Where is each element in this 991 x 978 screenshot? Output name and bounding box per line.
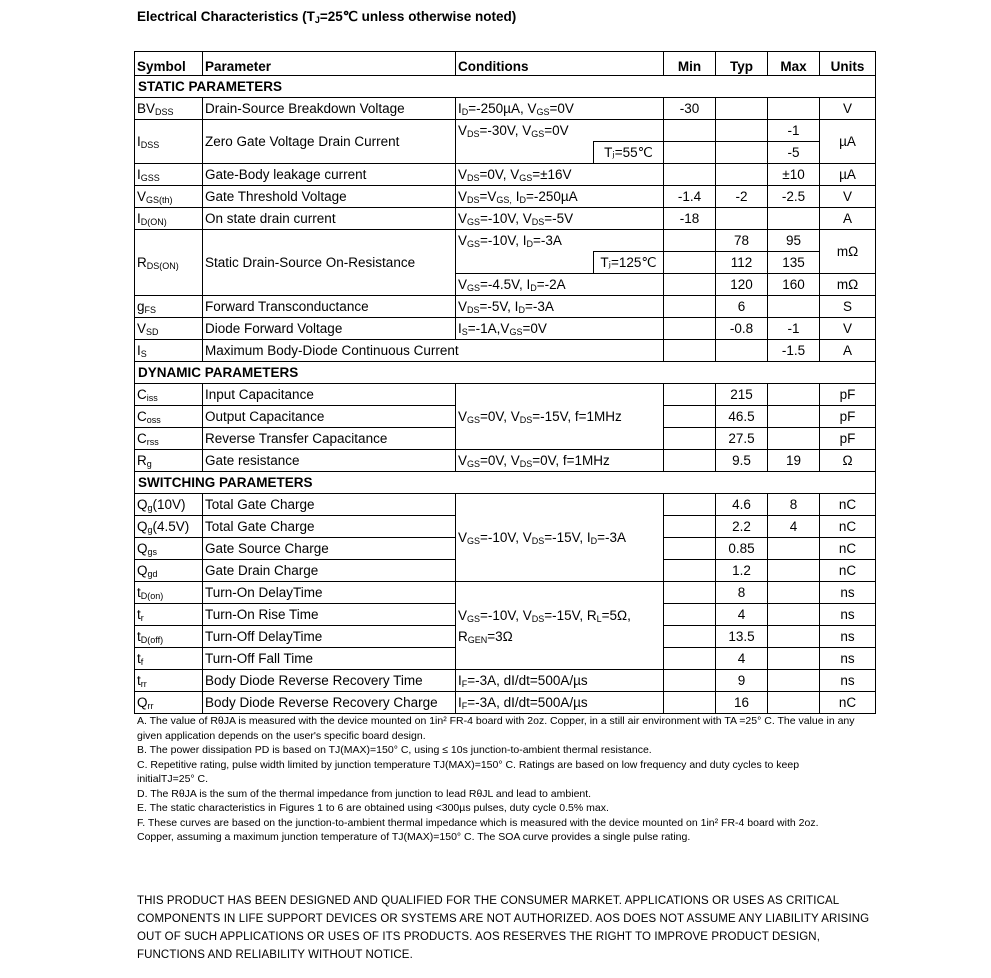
typ-cell [716,98,768,120]
units-cell: ns [820,604,876,626]
units-cell: A [820,208,876,230]
min-cell [664,516,716,538]
section-row-switching [135,472,876,494]
max-cell [768,692,820,714]
units-cell: nC [820,538,876,560]
typ-cell: 9 [716,670,768,692]
max-cell [768,560,820,582]
typ-cell: 6 [716,296,768,318]
typ-cell: 78 [716,230,768,252]
min-cell [664,340,716,362]
symbol-cell: $V_{GS(th)}$ [135,186,203,208]
min-cell [664,670,716,692]
units-cell: nC [820,560,876,582]
conditions-blank [456,252,594,274]
min-cell [664,164,716,186]
typ-cell: 1.2 [716,560,768,582]
min-cell [664,604,716,626]
min-cell: -1.4 [664,186,716,208]
table-row [135,98,876,120]
parameter-cell: Diode Forward Voltage [203,318,456,340]
typ-cell: 4 [716,648,768,670]
parameter-cell: Forward Transconductance [203,296,456,318]
units-cell: µA [820,164,876,186]
typ-cell: 120 [716,274,768,296]
units-cell: pF [820,406,876,428]
parameter-cell: Total Gate Charge [203,494,456,516]
parameter-cell: Turn-Off Fall Time [203,648,456,670]
units-cell: mΩ [820,230,876,274]
conditions-cell: $I_S=-1A,V_{GS}=0V$ [456,318,664,340]
table-row [135,450,876,472]
footnote: B. The power dissipation PD is based on TJ(MAX)=150° C, using ≤ 10s junction-to-ambient thermal resistance. [137,744,652,756]
units-cell: V [820,98,876,120]
parameter-cell: Input Capacitance [203,384,456,406]
conditions-cell: $V_{DS}=V_{GS,}$ $I_D=-250\mu A$ [456,186,664,208]
typ-cell: 112 [716,252,768,274]
min-cell [664,252,716,274]
max-cell: 4 [768,516,820,538]
symbol-cell: $Q_g(10V)$ [135,494,203,516]
header-units: Units [820,52,876,76]
parameter-cell: Turn-On DelayTime [203,582,456,604]
page-title: Electrical Characteristics ($T_J=25℃$ unless otherwise noted) [137,9,517,25]
typ-cell: -2 [716,186,768,208]
min-cell: -18 [664,208,716,230]
max-cell: 160 [768,274,820,296]
max-cell [768,626,820,648]
conditions-cell: $V_{DS}=0V$, $V_{GS}=\pm 16V$ [456,164,664,186]
electrical-characteristics-table [134,51,876,714]
max-cell [768,582,820,604]
conditions-cell: $I_D=-250\mu A$, $V_{GS}=0V$ [456,98,664,120]
typ-cell: 215 [716,384,768,406]
units-cell: S [820,296,876,318]
parameter-cell: Turn-On Rise Time [203,604,456,626]
max-cell: 135 [768,252,820,274]
units-cell: pF [820,384,876,406]
symbol-cell: $Q_{gs}$ [135,538,203,560]
min-cell [664,142,716,164]
symbol-cell: $V_{SD}$ [135,318,203,340]
section-dynamic-label: DYNAMIC PARAMETERS [135,362,876,384]
table-row [135,208,876,230]
typ-cell [716,142,768,164]
symbol-cell: $R_g$ [135,450,203,472]
section-row-static [135,76,876,98]
table-row [135,186,876,208]
min-cell [664,384,716,406]
symbol-cell: $Q_{gd}$ [135,560,203,582]
max-cell: -5 [768,142,820,164]
typ-cell: -0.8 [716,318,768,340]
conditions-tj-cell: Tⱼ=55℃ [594,142,664,164]
typ-cell [716,208,768,230]
table-row [135,230,876,252]
table-row [135,318,876,340]
typ-cell: 0.85 [716,538,768,560]
symbol-cell: $t_{rr}$ [135,670,203,692]
footnote: D. The RθJA is the sum of the thermal impedance from junction to lead RθJL and lead to ambient. [137,787,592,800]
disclaimer [137,892,877,964]
table-row [135,582,876,604]
max-cell [768,98,820,120]
section-static-label: STATIC PARAMETERS [135,76,876,98]
parameter-cell: Gate Source Charge [203,538,456,560]
conditions-cell: $I_F=-3A$, dI/dt=500A/µs [456,692,664,714]
symbol-cell: $C_{rss}$ [135,428,203,450]
footnote: A. The value of RθJA is measured with the device mounted on 1in² FR-4 board with 2oz. Copper, in a still air environment with TA =25° C. The value in any given application depends on the user's specific board design. [137,715,855,742]
symbol-cell: $g_{FS}$ [135,296,203,318]
units-cell: ns [820,648,876,670]
section-row-dynamic [135,362,876,384]
conditions-cell: $V_{GS}=0V$, $V_{DS}=-15V$, f=1MHz [456,384,664,450]
typ-cell [716,164,768,186]
min-cell [664,560,716,582]
header-symbol: Symbol [135,52,203,76]
max-cell: ±10 [768,164,820,186]
max-cell [768,406,820,428]
min-cell [664,648,716,670]
max-cell: -1.5 [768,340,820,362]
units-cell: ns [820,582,876,604]
parameter-cell: Total Gate Charge [203,516,456,538]
units-cell: nC [820,516,876,538]
section-switching-label: SWITCHING PARAMETERS [135,472,876,494]
conditions-cell: $V_{DS}=-30V$, $V_{GS}=0V$ [456,120,664,142]
conditions-cell: $V_{GS}=0V$, $V_{DS}=0V$, f=1MHz [456,450,664,472]
min-cell [664,450,716,472]
table-header-row [135,52,876,76]
footnote: F. These curves are based on the junction-to-ambient thermal impedance which is measured with the device mounted on 1in² FR-4 board with 2oz. Copper, assuming a maximum junction temperature of TJ(MAX)=150° C. The SOA curve provides a single pulse rating. [137,816,819,843]
header-typ: Typ [716,52,768,76]
max-cell: 8 [768,494,820,516]
parameter-cell: Maximum Body-Diode Continuous Current [203,340,664,362]
max-cell [768,604,820,626]
units-cell: ns [820,670,876,692]
min-cell [664,692,716,714]
symbol-cell: $I_{DSS}$ [135,120,203,164]
units-cell: pF [820,428,876,450]
symbol-cell: $Q_g(4.5V)$ [135,516,203,538]
max-cell: -1 [768,318,820,340]
min-cell [664,626,716,648]
units-cell: V [820,318,876,340]
max-cell: 95 [768,230,820,252]
symbol-cell: $C_{iss}$ [135,384,203,406]
conditions-cell: $V_{GS}=-10V$, $V_{DS}=-5V$ [456,208,664,230]
parameter-cell: Gate resistance [203,450,456,472]
parameter-cell: Output Capacitance [203,406,456,428]
footnote: E. The static characteristics in Figures 1 to 6 are obtained using <300µs pulses, duty cycle 0.5% max. [137,802,609,814]
typ-cell: 4 [716,604,768,626]
conditions-tj-cell: Tⱼ=125℃ [594,252,664,274]
min-cell: -30 [664,98,716,120]
parameter-cell: Gate Drain Charge [203,560,456,582]
max-cell: -2.5 [768,186,820,208]
conditions-cell: $V_{GS}=-10V$, $V_{DS}=-15V$, $R_L=5\Omega$, $R_{GEN}=3\Omega$ [456,582,664,670]
parameter-cell: Reverse Transfer Capacitance [203,428,456,450]
table-row [135,384,876,406]
units-cell: mΩ [820,274,876,296]
units-cell: A [820,340,876,362]
conditions-cell: $V_{GS}=-10V$, $V_{DS}=-15V$, $I_D=-3A$ [456,494,664,582]
typ-cell: 13.5 [716,626,768,648]
units-cell: ns [820,626,876,648]
units-cell: nC [820,494,876,516]
symbol-cell: $I_S$ [135,340,203,362]
min-cell [664,428,716,450]
disclaimer-line: THIS PRODUCT HAS BEEN DESIGNED AND QUALIFIED FOR THE CONSUMER MARKET. APPLICATIONS OR USES AS CRITICAL [137,895,840,907]
parameter-cell: Drain-Source Breakdown Voltage [203,98,456,120]
typ-cell [716,120,768,142]
max-cell [768,648,820,670]
header-parameter: Parameter [203,52,456,76]
disclaimer-line: OUT OF SUCH APPLICATIONS OR USES OF ITS PRODUCTS. AOS RESERVES THE RIGHT TO IMPROVE PRODUCT DESIGN, [137,931,820,943]
conditions-blank [456,142,594,164]
max-cell [768,428,820,450]
typ-cell: 16 [716,692,768,714]
symbol-cell: $BV_{DSS}$ [135,98,203,120]
table-row [135,692,876,714]
parameter-cell: Gate Threshold Voltage [203,186,456,208]
parameter-cell: Static Drain-Source On-Resistance [203,230,456,296]
typ-cell: 46.5 [716,406,768,428]
min-cell [664,230,716,252]
table-row [135,494,876,516]
symbol-cell: $I_{GSS}$ [135,164,203,186]
min-cell [664,406,716,428]
parameter-cell: On state drain current [203,208,456,230]
units-cell: nC [820,692,876,714]
header-min: Min [664,52,716,76]
min-cell [664,274,716,296]
disclaimer-line: FUNCTIONS AND RELIABILITY WITHOUT NOTICE. [137,949,413,961]
units-cell: Ω [820,450,876,472]
units-cell: µA [820,120,876,164]
symbol-cell: $t_f$ [135,648,203,670]
max-cell [768,384,820,406]
min-cell [664,318,716,340]
table-row [135,670,876,692]
disclaimer-line: COMPONENTS IN LIFE SUPPORT DEVICES OR SYSTEMS ARE NOT AUTHORIZED. AOS DOES NOT ASSUME ANY LIABILITY ARISING [137,913,870,925]
typ-cell [716,340,768,362]
symbol-cell: $t_r$ [135,604,203,626]
max-cell [768,296,820,318]
max-cell: 19 [768,450,820,472]
parameter-cell: Turn-Off DelayTime [203,626,456,648]
parameter-cell: Body Diode Reverse Recovery Time [203,670,456,692]
symbol-cell: $I_{D(ON)}$ [135,208,203,230]
header-conditions: Conditions [456,52,664,76]
symbol-cell: $C_{oss}$ [135,406,203,428]
typ-cell: 4.6 [716,494,768,516]
symbol-cell: $t_{D(off)}$ [135,626,203,648]
typ-cell: 27.5 [716,428,768,450]
max-cell [768,538,820,560]
min-cell [664,538,716,560]
symbol-cell: $R_{DS(ON)}$ [135,230,203,296]
footnotes [137,714,857,845]
symbol-cell: $t_{D(on)}$ [135,582,203,604]
typ-cell: 9.5 [716,450,768,472]
conditions-cell: $V_{DS}=-5V$, $I_D=-3A$ [456,296,664,318]
conditions-cell: $I_F=-3A$, dI/dt=500A/µs [456,670,664,692]
parameter-cell: Zero Gate Voltage Drain Current [203,120,456,164]
conditions-cell: $V_{GS}=-10V$, $I_D=-3A$ [456,230,664,252]
max-cell [768,208,820,230]
units-cell: V [820,186,876,208]
min-cell [664,120,716,142]
max-cell [768,670,820,692]
table-row [135,296,876,318]
table-row [135,120,876,142]
table-row [135,340,876,362]
header-max: Max [768,52,820,76]
max-cell: -1 [768,120,820,142]
table-row [135,164,876,186]
min-cell [664,582,716,604]
typ-cell: 8 [716,582,768,604]
symbol-cell: $Q_{rr}$ [135,692,203,714]
parameter-cell: Body Diode Reverse Recovery Charge [203,692,456,714]
typ-cell: 2.2 [716,516,768,538]
footnote: C. Repetitive rating, pulse width limited by junction temperature TJ(MAX)=150° C. Ratings are based on low frequency and duty cycles to keep initialTJ=25° C. [137,758,800,785]
min-cell [664,494,716,516]
conditions-cell: $V_{GS}=-4.5V$, $I_D=-2A$ [456,274,664,296]
min-cell [664,296,716,318]
parameter-cell: Gate-Body leakage current [203,164,456,186]
